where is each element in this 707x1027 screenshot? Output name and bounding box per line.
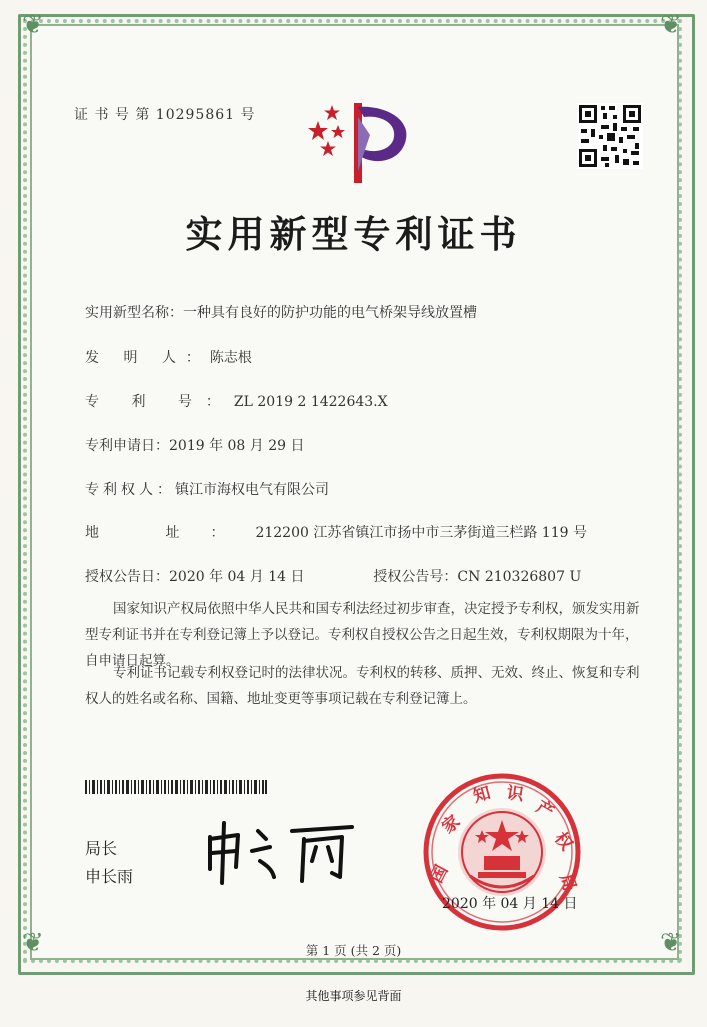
patent-number-value: ZL 2019 2 1422643.X: [233, 394, 388, 410]
utility-model-name-value: 一种具有良好的防护功能的电气桥架导线放置槽: [183, 305, 477, 321]
corner-ornament-top-right: ❦: [660, 10, 682, 40]
grant-date-label: 授权公告日：: [85, 569, 169, 585]
director-signature: [200, 817, 360, 887]
address-row: [85, 522, 587, 542]
utility-model-name-row: [85, 302, 477, 322]
certificate-number: 证 书 号 第 10295861 号: [74, 107, 256, 123]
grant-statement-paragraph: 国家知识产权局依照中华人民共和国专利法经过初步审查，决定授予专利权，颁发实用新型专利证书并在专利登记簿上予以登记。专利权自授权公告之日起生效，专利权期限为十年，自申请日起算。: [85, 601, 640, 669]
grant-number-value: CN 210326807 U: [457, 569, 582, 585]
qr-code-icon: [577, 103, 643, 169]
svg-text:国: 国: [426, 861, 453, 887]
inventor-row: [85, 347, 252, 367]
footer-note: 其他事项参见背面: [305, 989, 402, 1003]
page-number: 第 1 页 (共 2 页): [305, 943, 402, 958]
svg-text:知: 知: [471, 783, 493, 807]
barcode-icon: [85, 780, 267, 794]
svg-text:权: 权: [550, 828, 577, 855]
corner-ornament-top-left: ❦: [22, 10, 44, 40]
grant-number-label: 授权公告号：: [373, 569, 458, 585]
patentee-value: 镇江市海权电气有限公司: [175, 482, 329, 498]
patentee-label: 专利权人：: [85, 482, 175, 498]
grant-date-value: 2020 年 04 月 14 日: [169, 569, 305, 585]
svg-text:家: 家: [438, 811, 465, 838]
grant-announcement-row: [85, 566, 581, 586]
patent-office-logo-icon: [302, 95, 414, 185]
patentee-row: [85, 479, 329, 499]
seal-date: 2020 年 04 月 14 日: [442, 896, 578, 912]
address-label: 地 址：: [85, 525, 256, 541]
patent-number-label: 专 利 号：: [85, 394, 234, 410]
director-title: 局长: [85, 839, 118, 858]
inventor-label: 发 明 人：: [85, 350, 210, 366]
utility-model-name-label: 实用新型名称：: [85, 305, 183, 321]
inventor-value: 陈志根: [209, 350, 252, 366]
legal-status-paragraph: 专利证书记载专利权登记时的法律状况。专利权的转移、质押、无效、终止、恢复和专利权人的姓名或名称、国籍、地址变更等事项记载在专利登记簿上。: [85, 665, 640, 707]
corner-ornament-bottom-right: ❦: [660, 928, 682, 958]
filing-date-row: [85, 435, 305, 455]
filing-date-value: 2019 年 08 月 29 日: [169, 438, 305, 454]
certificate-title: 实用新型专利证书: [185, 212, 522, 256]
svg-text:产: 产: [532, 797, 558, 823]
corner-ornament-bottom-left: ❦: [22, 928, 44, 958]
director-name: 申长雨: [85, 867, 134, 886]
patent-number-row: [85, 391, 388, 411]
address-value: 212200 江苏省镇江市扬中市三茅街道三栏路 119 号: [255, 525, 587, 541]
svg-text:局: 局: [555, 871, 580, 894]
svg-text:识: 识: [505, 783, 525, 806]
filing-date-label: 专利申请日：: [85, 438, 169, 454]
